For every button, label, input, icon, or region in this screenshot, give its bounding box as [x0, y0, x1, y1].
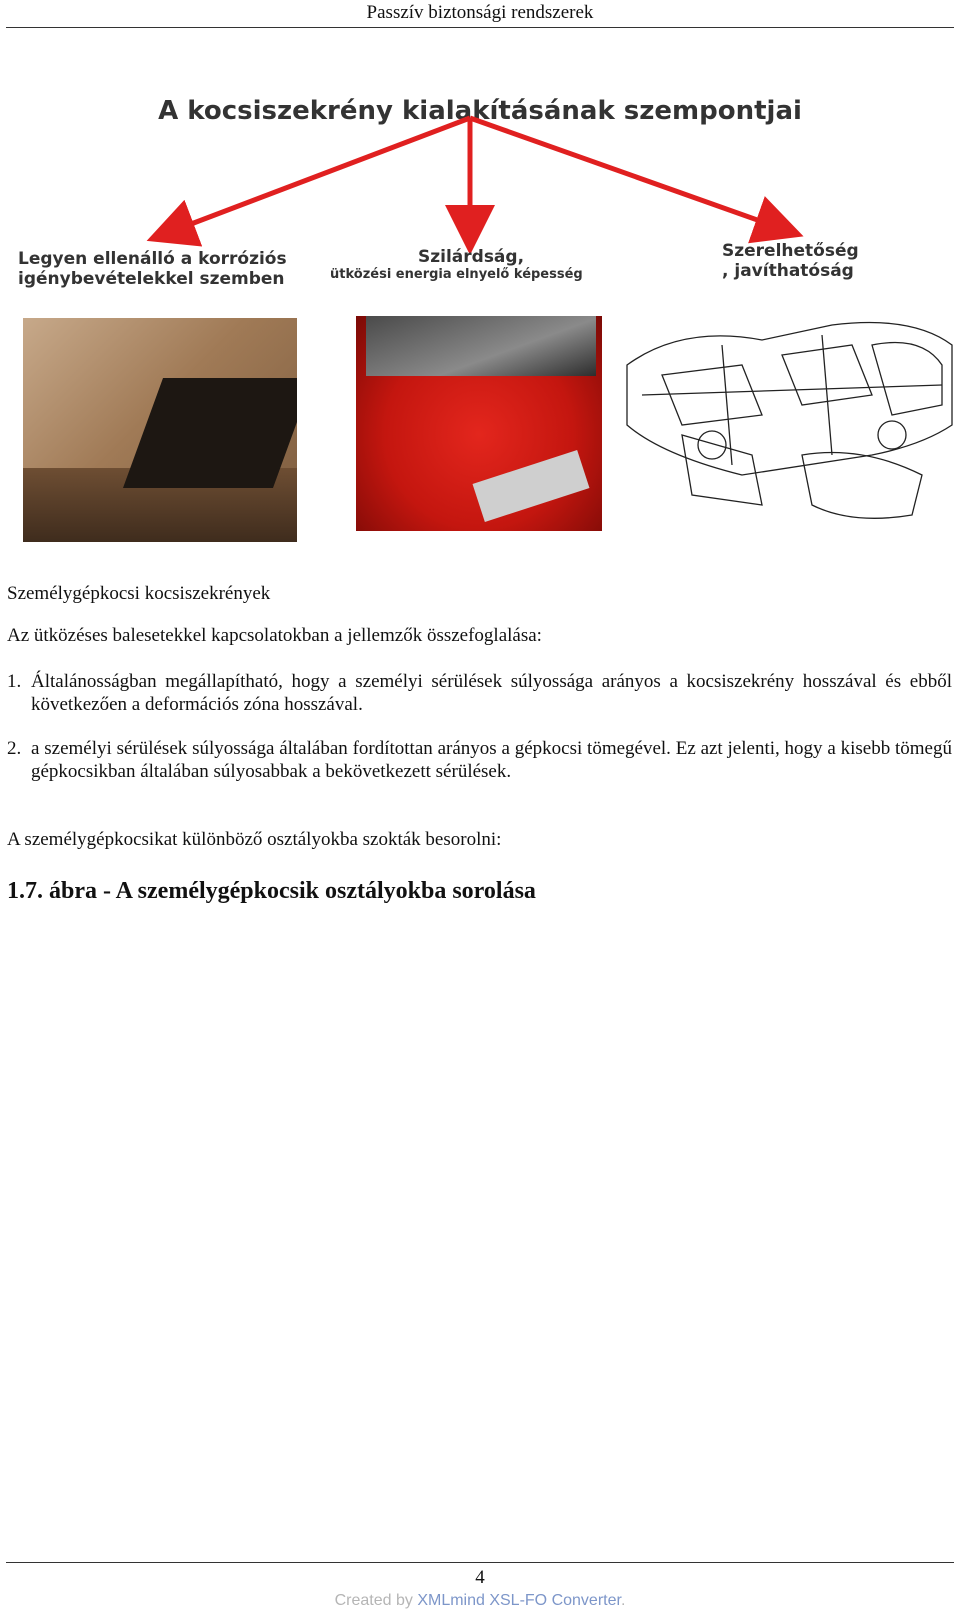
section-heading-text: Személygépkocsi kocsiszekrények — [7, 583, 271, 604]
figure-title: A kocsiszekrény kialakításának szempontjai — [158, 96, 802, 126]
arrow-left — [170, 118, 470, 232]
list-item-text: Általánosságban megállapítható, hogy a személyi sérülések súlyossága arányos a kocsiszekrény hosszával és ebből következően a deformációs zóna hosszával. — [31, 671, 952, 715]
label-corrosion: Legyen ellenálló a korróziós igénybevételekkel szemben — [18, 249, 287, 289]
crashed-red-car-photo — [356, 316, 602, 531]
numbered-list — [7, 670, 952, 804]
classification-paragraph: A személygépkocsikat különböző osztályokba szokták besorolni: — [7, 829, 502, 850]
list-item — [7, 737, 952, 783]
label-strength: Szilárdság, ütközési energia elnyelő képesség — [330, 247, 583, 282]
converter-credit: Created by XMLmind XSL-FO Converter. — [334, 1592, 626, 1609]
running-header — [6, 0, 954, 28]
list-item-number: 2. — [7, 738, 22, 759]
page-number: 4 — [475, 1567, 485, 1588]
list-item-number: 1. — [7, 671, 22, 692]
converter-link[interactable]: XMLmind XSL-FO Converter — [417, 1592, 621, 1609]
arrow-right — [470, 118, 780, 228]
figure-caption: 1.7. ábra - A személygépkocsik osztályokba sorolása — [7, 878, 536, 904]
corroded-body-photo — [23, 318, 297, 542]
footer-divider — [6, 1562, 954, 1563]
label-repairability: Szerelhetőség , javíthatóság — [722, 241, 859, 281]
intro-paragraph: Az ütközéses balesetekkel kapcsolatokban a jellemzők összefoglalása: — [7, 625, 542, 646]
body-in-white-drawing — [622, 305, 960, 533]
header-title: Passzív biztonsági rendszerek — [366, 2, 594, 23]
list-item-text: a személyi sérülések súlyossága általában fordítottan arányos a gépkocsi tömegével. Ez azt jelenti, hogy a kisebb tömegű gépkocsikban általában súlyosabbak a bekövetkezett sérülések. — [31, 738, 952, 782]
body-design-figure — [0, 90, 960, 550]
list-item — [7, 670, 952, 716]
